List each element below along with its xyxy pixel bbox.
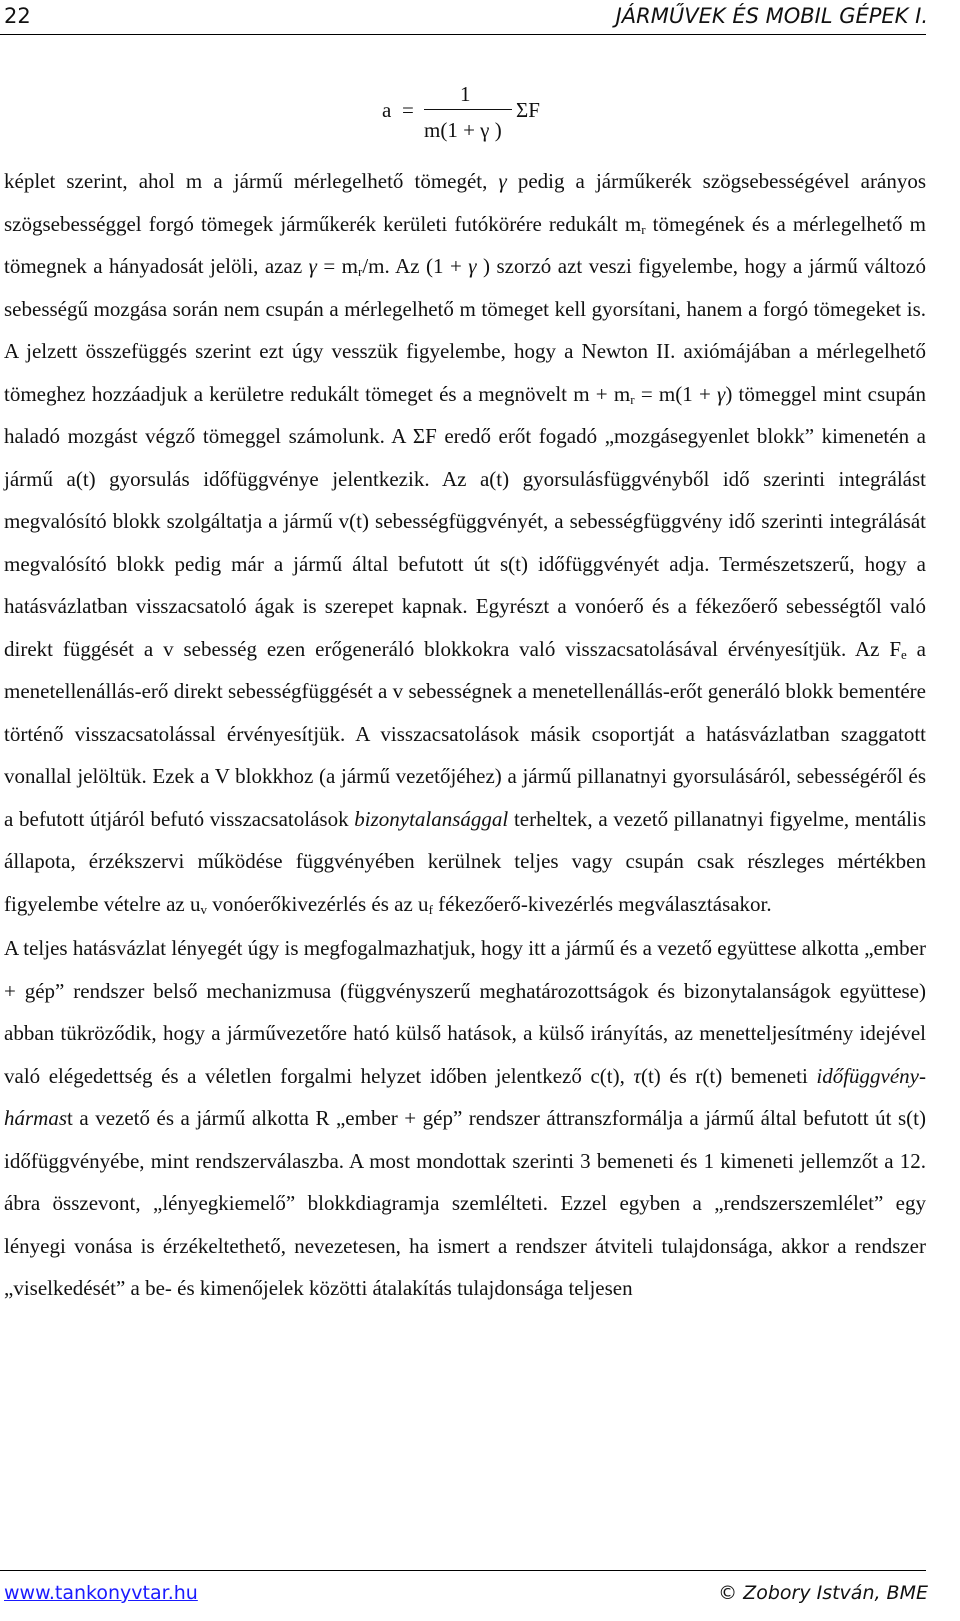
subscript: r — [641, 221, 646, 237]
italic-term: bizonytalansággal — [354, 806, 509, 831]
subscript: v — [200, 901, 207, 917]
text-run: képlet szerint, ahol m a jármű mérlegelhető tömegét, — [4, 169, 499, 193]
text-run: /m. Az (1 + — [362, 254, 469, 278]
text-run: = m(1 + — [634, 381, 718, 406]
footer-rule — [0, 1570, 926, 1571]
text-run: = m — [316, 254, 358, 278]
gamma-symbol: γ — [717, 381, 726, 406]
subscript: r — [630, 391, 635, 407]
page-header — [0, 0, 960, 44]
text-run: tömegének és a mérlegelhető m tömegnek a hányadosát jelöli, azaz — [4, 211, 926, 278]
text-run: ) szorzó azt veszi figyelembe, hogy a jármű változó sebességű mozgása során nem csupán a mérlegelhető m tömeget kell gyorsítani, hanem a forgó tömegeket is. A jelzett összefüggés szerint ezt úgy vesszük figyelembe, hogy a Newton II. axiómájában a mérlegelhető tömeghez hozzáadjuk a kerületre redukált tömeget és a megnövelt m + m — [4, 254, 926, 406]
equation-equals: = — [402, 98, 414, 122]
text-run: fékezőerő-kivezérlés megválasztásakor. — [432, 891, 772, 916]
text-run: ) tömeggel mint csupán haladó mozgást végző tömeggel számolunk. A ΣF eredő erőt fogadó „mozgásegyenlet blokk” kimenetén a jármű a(t) gyorsulás időfüggvénye jelentkezik. Az a(t) gyorsulásfüggvényből idő szerinti integrálást megvalósító blokk szolgáltatja a jármű v(t) sebességfüggvényét, a sebességfüggvény idő szerinti integrálását megvalósító blokk pedig már a jármű által befutott út s(t) időfüggvényét adja. Természetszerű, hogy a hatásvázlatban visszacsatoló ágak is szerepet kapnak. Egyrészt a vonóerő és a fékezőerő sebességtől való direkt függését a v sebesség ezen erőgeneráló blokkokra való visszacsatolásával érvényesítjük. Az F — [4, 381, 926, 661]
subscript: f — [428, 901, 433, 917]
text-run: (t) és r(t) bemeneti — [640, 1063, 817, 1088]
paragraph-2 — [4, 927, 926, 1310]
gamma-symbol: γ — [498, 169, 507, 193]
equation — [380, 76, 580, 146]
fraction-bar — [424, 109, 512, 110]
equation-numerator: 1 — [460, 82, 471, 106]
equation-denominator: m(1 + γ ) — [424, 118, 502, 142]
equation-rhs: ΣF — [516, 98, 540, 122]
footer-link[interactable]: www.tankonyvtar.hu — [4, 1582, 198, 1604]
subscript: r — [358, 264, 363, 279]
footer-copyright: © Zobory István, BME — [718, 1582, 928, 1604]
text-run: pedig a járműkerék szögsebességével arányos szögsebességgel forgó tömegek járműkerék kerületi futókörére redukált m — [4, 169, 926, 236]
subscript: e — [901, 646, 907, 662]
running-title: JÁRMŰVEK ÉS MOBIL GÉPEK I. — [615, 4, 928, 28]
text-run: t a vezető és a jármű alkotta R „ember + gép” rendszer áttranszformálja a jármű által befutott út s(t) időfüggvényébe, mint rendszerválaszba. A most mondottak szerinti 3 bemeneti és 1 kimeneti jellemzőt a 12. ábra összevont, „lényegkiemelő” blokkdiagramja szemlélteti. Ezzel egyben a „rendszerszemlélet” egy lényegi vonása is érzékeltethető, nevezetesen, ha ismert a rendszer átviteli tulajdonsága, akkor a rendszer „viselkedését” a be- és kimenőjelek közötti átalakítás tulajdonsága teljesen — [4, 1106, 926, 1300]
tau-symbol: τ — [633, 1063, 641, 1088]
gamma-symbol: γ — [308, 254, 317, 278]
page-footer — [0, 1540, 960, 1621]
text-run: vonóerőkivezérlés és az u — [206, 891, 429, 916]
gamma-symbol: γ — [468, 254, 477, 278]
page-number: 22 — [4, 4, 31, 28]
text-run: A teljes hatásvázlat lényegét úgy is megfogalmazhatjuk, hogy itt a jármű és a vezető együttese alkotta „ember + gép” rendszer belső mechanizmusa (függvényszerű meghatározottságok és bizonytalanságok együttese) abban tükröződik, hogy a járművezetőre ható külső hatások, a külső irányítás, az menetteljesítmény idejével való elégedettség és a véletlen forgalmi helyzet időben jelentkező c(t), — [4, 936, 926, 1088]
header-rule — [0, 34, 926, 35]
body-text — [4, 160, 926, 1310]
italic-term: időfüggvény-hármas — [4, 1063, 926, 1130]
paragraph-1 — [4, 160, 926, 925]
text-run: terheltek, a vezető pillanatnyi figyelme, mentális állapota, érzékszervi működése függvényében kerülnek teljes vagy csupán csak részleges mértékben figyelembe vételre az u — [4, 806, 926, 916]
equation-lhs: a — [382, 98, 392, 122]
text-run: a menetellenállás-erő direkt sebességfüggését a v sebességnek a menetellenállás-erőt generáló blokk bementére történő visszacsatolással érvényesítjük. A visszacsatolások másik csoportját a hatásvázlatban szaggatott vonallal jelöltük. Ezek a V blokkhoz (a jármű vezetőjéhez) a jármű pillanatnyi gyorsulásáról, sebességéről és a befutott útjáról befutó visszacsatolások — [4, 636, 926, 831]
